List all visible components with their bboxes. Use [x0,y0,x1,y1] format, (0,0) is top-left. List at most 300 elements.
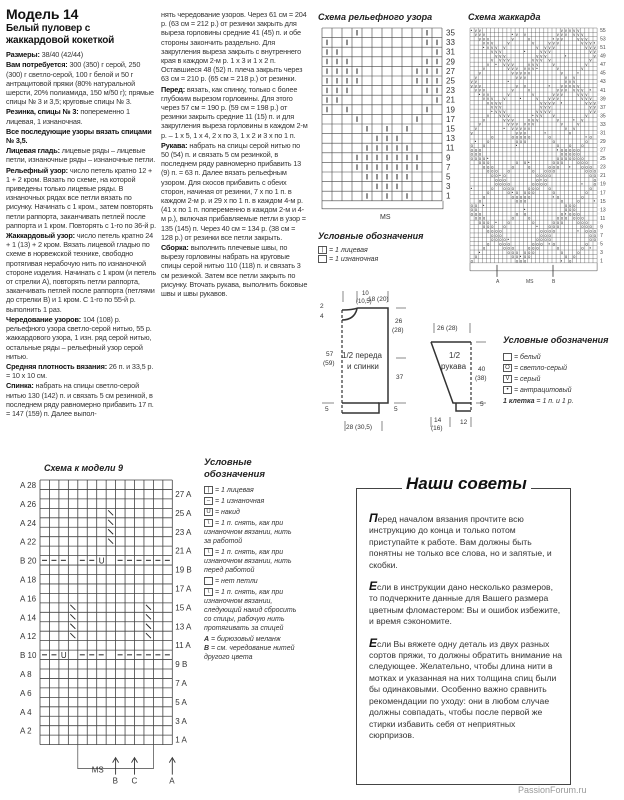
row-label-left: A 4 [20,707,32,717]
cell-text: = 1 п. и 1 р. [534,398,574,405]
symbol-icon: \ [204,588,213,596]
jacquard-stitch: o [523,138,527,144]
jacquard-stitch: v [581,87,584,93]
jacquard-stitch: o [482,155,486,161]
column-1 [6,6,156,419]
jacquard-stitch: v [499,53,502,59]
jacquard-stitch: v [482,117,485,123]
schematic-label: 5 [394,406,398,413]
row-number: 13 [600,207,606,214]
jacquard-stitch: o [482,215,486,221]
slip-stitch-mark [146,614,151,619]
legend-item [503,364,608,373]
legend-text: = накид [215,509,240,516]
jacquard-stitch: o [593,228,596,234]
row-number: 7 [446,162,451,172]
row-label-left: A 28 [20,481,37,490]
legend-text: = 1 п. снять, как при изнаночном вязании, нить за работой [204,520,292,545]
jacquard-stitch: • [503,126,505,132]
knit-symbol-icon: | [318,246,327,254]
jacquard-stitch: o [523,249,527,255]
jacquard-stitch: o [560,219,564,225]
jacquard-stitch: v [548,100,551,106]
jacquard-stitch: o [482,245,486,251]
jacquard-stitch: v [585,61,588,67]
jacquard-stitch: o [589,224,592,230]
jacquard-stitch: • [581,181,583,187]
jacquard-stitch: o [585,160,588,166]
jacquard-stitch: o [544,232,547,238]
jacquard-stitch: o [548,185,551,191]
jacquard-stitch: • [478,91,481,97]
jacquard-stitch: o [589,237,592,243]
jacquard-stitch: o [487,160,490,166]
row-number: 5 [446,172,451,182]
jacquard-stitch: o [532,168,535,174]
jacquard-stitch: v [540,53,543,59]
jacquard-stitch: o [585,164,588,170]
jacquard-stitch: v [589,44,592,50]
paragraph-label: Жаккардовый узор: [6,231,75,241]
jacquard-stitch: v [478,36,481,42]
schematic-label: (10,5) [356,299,372,305]
jacquard-stitch: o [552,138,555,144]
jacquard-stitch: v [544,108,547,114]
jacquard-stitch: o [499,228,502,234]
jacquard-stitch: • [548,83,550,89]
jacquard-stitch: o [569,155,572,161]
legend-item [204,577,299,586]
jacquard-stitch: v [564,74,567,80]
paragraph-text: набрать на спицы серой нитью по 50 (54) п. и связать 5 см резинкой, в последнем ряду равномерно прибавить 13 (9) п. = 63 п. Далее вязать рельефным узором. Для скосов прибавить с обеих сторон, начиная от резинки, 7 х по 1 п. в каждом 2-м р. и 29 х по 1 п. в каждом 4-м р. (41 х по 1 п. попеременно в каждом 2-м и 4-м р.), включая прибавляемые петли в узор = 135 (145) п. Через 40 см = 134 р. (38 см = 128 р.) от резинки все петли закрыть. [161,140,306,242]
legend-item [503,353,608,362]
jacquard-stitch: o [491,134,494,140]
jacquard-stitch: • [470,27,473,33]
jacquard-stitch: o [548,228,551,234]
jacquard-stitch: v [528,87,531,93]
jacquard-stitch: v [515,126,518,132]
advice-text: сли в инструкции дано несколько размеров, то подчеркните данные для Вашего размера цветным фломастером: Вы и ошибок избежите, и время сэкономите. [369,582,561,627]
jacquard-stitch: o [593,181,596,187]
jacquard-stitch: o [573,207,576,213]
jacquard-stitch: o [581,194,584,200]
jacquard-stitch: v [593,104,596,110]
jacquard-stitch: v [515,66,518,72]
jacquard-stitch: v [523,32,526,38]
jacquard-stitch: v [536,96,539,102]
jacquard-stitch: v [503,53,506,59]
jacquard-stitch: v [573,87,576,93]
jacquard-stitch: • [573,117,575,123]
jacquard-stitch: v [532,66,535,72]
jacquard-stitch: v [478,27,481,33]
row-number: 9 [446,153,451,163]
instruction-paragraph [6,60,156,106]
jacquard-stitch: o [503,237,506,243]
jacquard-stitch: o [581,219,584,225]
row-number: 23 [600,164,606,171]
jacquard-stitch: v [569,79,572,85]
jacquard-stitch: v [478,121,481,127]
jacquard-stitch: o [573,155,576,161]
jacquard-stitch: o [503,245,506,251]
jacquard-stitch: • [560,258,563,264]
column-2 [161,10,308,299]
jacquard-stitch: • [528,160,530,166]
jacquard-stitch: v [552,100,555,106]
jacquard-stitch: o [507,245,510,251]
paragraph-label: Лицевая гладь: [6,146,60,156]
row-number: 55 [600,28,606,34]
body-outline [342,308,388,413]
slip-stitch-mark [108,529,113,534]
jacquard-stitch: • [536,66,538,72]
advice-box [356,474,571,785]
jacquard-stitch: o [560,215,564,221]
paragraph-label: Перед: [161,84,185,94]
row-number: 35 [446,28,455,38]
jacquard-stitch: v [523,70,526,76]
jacquard-stitch: o [491,164,494,170]
jacquard-stitch: o [581,164,584,170]
jacquard-stitch: v [564,27,567,33]
jacquard-stitch: o [482,219,486,225]
jacquard-stitch: v [540,49,543,55]
jacquard-stitch: o [470,207,473,213]
paragraph-text: вязать, как спинку, только с более глубоким вырезом горловины. Для этого через 57 см = 190 р. (59 см = 198 р.) от резинки закрыть средние 11 (15) п. и для закругления выреза горловины в каждом 2-м р. – 1 х 5, 1 х 4, 2 х по 3, 1 х 2 и 3 х по 1 п. [161,84,308,140]
garment-schematic [310,285,500,445]
legend-item [204,486,299,495]
row-number: 11 [446,143,455,153]
jacquard-stitch: o [474,151,478,157]
jacquard-stitch: o [577,215,580,221]
row-number: 43 [600,79,606,86]
row-number: 11 [600,215,606,222]
paragraph-label: Чередование узоров: [6,314,82,324]
jacquard-stitch: • [560,100,563,106]
jacquard-stitch: v [507,91,510,97]
jacquard-stitch: o [487,164,490,170]
jacquard-stitch: v [536,44,539,50]
jacquard-stitch: o [470,258,473,264]
schematic-label: 57 [326,351,334,358]
schematic-label: и спинки [347,362,379,371]
jacquard-stitch: o [577,151,580,157]
jacquard-stitch: v [581,96,584,102]
jacquard-stitch: v [474,74,477,80]
jacquard-stitch: v [581,36,584,42]
symbol-icon: \ [204,548,213,556]
jacquard-stitch: v [573,83,576,89]
jacquard-stitch: o [585,168,588,174]
jacquard-stitch: o [499,237,502,243]
jacquard-stitch: o [593,172,596,178]
jacquard-stitch: v [523,74,526,80]
legend-text: = антрацитовый [514,387,572,394]
slip-stitch-mark [70,624,75,629]
jacquard-stitch: o [515,258,519,264]
jacquard-stitch: v [528,121,531,127]
jacquard-stitch: o [552,164,555,170]
paragraph-text: число петель кратно 12 + 1 + 2 кром. Вязать по схеме, на которой приведены только лицевые ряды. В изнаночных рядах все петли вязать по рисунку. Начинать с 1 кром., затем повторять петли раппорта, заканчивать петлей после раппорта и 1 кром. Повторять с 1-го по 36-й р. [6,165,156,230]
jacquard-stitch: o [474,211,478,217]
jacquard-stitch: o [536,241,539,247]
jacquard-stitch: o [585,228,588,234]
jacquard-stitch: o [532,219,535,225]
jacquard-stitch: o [552,224,555,230]
jacquard-stitch: o [556,164,560,170]
jacquard-stitch: v [515,83,518,89]
jacquard-stitch: • [507,237,509,243]
dimension-ticks [322,291,486,431]
row-number: 51 [600,45,606,52]
row-number: 7 [600,232,603,239]
jacquard-stitch: v [474,87,477,93]
jacquard-stitch: v [515,70,518,76]
jacquard-stitch: o [491,172,494,178]
row-number: 31 [446,47,455,57]
model9-legend-title: Условные обозначения [204,457,265,480]
jacquard-stitch: o [478,211,482,217]
jacquard-stitch: v [491,40,494,46]
jacquard-stitch: o [556,160,560,166]
row-label-left: A 8 [20,670,32,679]
instructions-part-2 [161,10,308,298]
advice-text: еред началом вязания прочтите всю инструкцию до конца и только потом приступайте к работе. Вам должны быть понятны не только все слова, но и запятые, и скобки. [369,514,552,570]
paragraph-text: число петель кратно 24 + 1 (13) + 2 кром. Вязать лицевой гладью по схеме в норвежской технике, свободно протягивая нерабочую нить по изнаночной стороне изделия. Начинать с 1 кром (и петель от стрелки А), повторять петли раппорта, заканчивать петлей после раппорта (петлями до стрелки В) и 1 кром. С 1-го по 55-й р. выполнить 1 раз. [6,231,156,314]
jacquard-stitch: v [503,108,506,114]
instruction-paragraph [6,127,156,145]
jacquard-stitch: o [507,219,510,225]
schematic-label: 5 [325,406,329,413]
jacquard-stitch: • [536,224,538,230]
arrow-label: C [131,776,138,786]
relief-legend-title: Условные обозначения [318,231,424,241]
jacquard-stitch: v [556,87,559,93]
jacquard-stitch: v [495,44,498,50]
row-number: 33 [446,38,455,48]
row-number: 47 [600,62,606,69]
jacquard-stitch: o [474,207,478,213]
jacquard-stitch: v [523,121,526,127]
jacquard-stitch: o [499,241,502,247]
jacquard-stitch: v [470,79,473,85]
slip-stitch-mark [70,614,75,619]
jacquard-stitch: v [487,96,490,102]
schematic-label: 26 [395,318,403,325]
jacquard-stitch: • [564,53,567,59]
instruction-paragraph [161,243,308,298]
jacquard-stitch: v [511,126,514,132]
jacquard-stitch: v [532,40,535,46]
jacquard-stitch: o [532,249,535,255]
jacquard-stitch: o [507,181,510,187]
jacquard-stitch: v [507,66,510,72]
cell-note [503,397,608,406]
jacquard-stitch: v [491,49,494,55]
jacquard-stitch: o [556,155,560,161]
jacquard-stitch: • [548,241,550,247]
row-label-right: 11 A [175,641,191,651]
jacquard-stitch: o [560,160,564,166]
jacquard-stitch: o [544,237,547,243]
jacquard-stitch: o [515,138,519,144]
jacquard-stitch: v [585,100,588,106]
jacquard-stitch: v [564,83,567,89]
jacquard-stitch: o [495,181,498,187]
jacquard-stitch: v [491,96,494,102]
jacquard-stitch: o [503,172,506,178]
jacquard-stitch: o [548,232,551,238]
jacquard-stitch: o [519,198,523,204]
jacquard-stitch: o [536,181,539,187]
jacquard-stitch: v [593,49,596,55]
jacquard-stitch: v [495,100,498,106]
jacquard-stitch: o [470,202,473,208]
jacquard-stitch: v [519,126,522,132]
row-label-left: A 6 [20,688,32,698]
jacquard-stitch: • [523,49,526,55]
legend-text: = 1 п. снять, как при изнаночном вязании, следующий накид сбросить со спицы, рабочую нить протягивать за спицей [204,589,297,632]
paragraph-label: Размеры: [6,50,40,60]
jacquard-stitch: o [523,190,527,196]
row-number: 5 [600,241,603,248]
jacquard-stitch: o [499,181,502,187]
jacquard-stitch: v [470,83,473,89]
jacquard-stitch: o [528,164,531,170]
jacquard-stitch: v [507,61,510,67]
jacquard-stitch: • [593,40,596,46]
legend-purl [318,255,423,264]
jacquard-stitch: v [544,100,547,106]
jacquard-stitch: • [487,155,489,161]
jacquard-stitch: v [589,108,592,114]
jacquard-stitch: • [495,61,497,67]
jacquard-stitch: o [589,134,592,140]
jacquard-stitch: o [560,249,564,255]
jacquard-stitch: v [589,104,592,110]
row-label-right: 27 A [175,490,192,499]
jacquard-stitch: v [499,57,502,63]
instruction-paragraph [161,85,308,140]
jacquard-stitch: o [511,164,514,170]
jacquard-stitch: o [560,155,564,161]
jacquard-stitch: o [482,160,486,166]
jacquard-stitch: v [495,53,498,59]
schematic-label: 26 (28) [437,325,458,332]
row-number: 21 [600,173,606,180]
paragraph-label: Рельефный узор: [6,165,68,175]
schematic-label: (59) [323,360,335,367]
row-number: 49 [600,53,606,60]
row-number: 15 [600,198,606,205]
jacquard-stitch: v [503,44,506,50]
jacquard-stitch: v [519,70,522,76]
legend-key: A [204,636,210,643]
advice-paragraph [369,635,562,742]
jacquard-stitch: o [487,138,490,144]
jacquard-stitch: • [544,130,546,136]
jacquard-stitch: o [515,160,519,166]
row-number: 23 [446,86,455,96]
jacquard-stitch: o [487,168,490,174]
jacquard-stitch: v [528,117,531,123]
jacquard-stitch: v [577,87,580,93]
jacquard-stitch: o [552,190,555,196]
jacquard-stitch: v [487,36,490,42]
slip-stitch-mark [146,624,151,629]
jacquard-stitch: o [560,211,564,217]
jacquard-stitch: v [519,130,522,136]
jacquard-stitch: o [507,190,510,196]
jacquard-stitch: v [478,32,481,38]
jacquard-stitch: o [552,168,555,174]
jacquard-stitch: v [552,113,555,119]
jacquard-stitch: v [573,126,576,132]
jacquard-stitch: v [573,27,576,33]
slip-stitch-mark [108,520,113,525]
jacquard-stitch: o [564,155,568,161]
jacquard-stitch: v [593,53,596,59]
row-number: 31 [600,130,606,137]
jacquard-stitch: • [474,138,477,144]
paragraph-text: нять чередование узоров. Через 61 см = 204 р. (63 см = 212 р.) от резинки закрыть для выреза горловины средние 41 (45) п. и обе стороны закончить раздельно. Для закругления выреза закрыть с внутреннего края в каждом 2-м р. 1 х 3 и 1 х 2 п. Оставшиеся 48 (52) п. плеча закрыть через 63 см = 210 р. (65 см = 218 р.) от резинки. [161,10,307,84]
jacquard-stitch: o [581,155,584,161]
jacquard-stitch: • [470,185,473,191]
row-number: 3 [446,182,451,192]
legend-knit [318,246,423,255]
slip-stitch-mark [108,539,113,544]
jacquard-stitch: o [511,245,514,251]
jacquard-stitch: v [556,91,559,97]
jacquard-stitch: v [536,113,539,119]
symbol-icon: \ [204,519,213,527]
jacquard-stitch: v [503,96,506,102]
jacquard-stitch: o [470,143,473,149]
legend-item [204,548,299,575]
jacquard-stitch: o [532,190,535,196]
jacquard-stitch: v [544,104,547,110]
model-title: Модель 14 [6,6,79,22]
jacquard-stitch: v [577,27,580,33]
jacquard-stitch: v [507,40,510,46]
jacquard-stitch: o [577,147,580,153]
row-number: 19 [446,105,455,115]
jacquard-stitch: o [523,198,527,204]
jacquard-stitch: o [491,185,494,191]
jacquard-stitch: v [585,44,588,50]
jacquard-stitch: • [511,190,514,196]
jacquard-stitch: • [491,108,493,114]
jacquard-stitch: o [540,181,543,187]
jacquard-stitch: • [577,70,579,76]
jacquard-stitch: v [577,83,580,89]
jacquard-chart [465,24,620,286]
legend-text: = см. чередование нитей другого цвета [204,645,295,661]
jacquard-stitch: v [532,61,535,67]
jacquard-stitch: • [482,202,485,208]
row-label-left: A 16 [20,594,37,604]
jacquard-stitch: v [548,49,551,55]
jacquard-stitch: v [573,32,576,38]
jacquard-stitch: v [552,96,555,102]
jacquard-stitch: o [482,194,486,200]
jacquard-stitch: v [585,91,588,97]
jacquard-stitch: v [564,87,567,93]
jacquard-stitch: v [495,108,498,114]
jacquard-stitch: o [593,177,596,183]
jacquard-stitch: o [511,185,514,191]
